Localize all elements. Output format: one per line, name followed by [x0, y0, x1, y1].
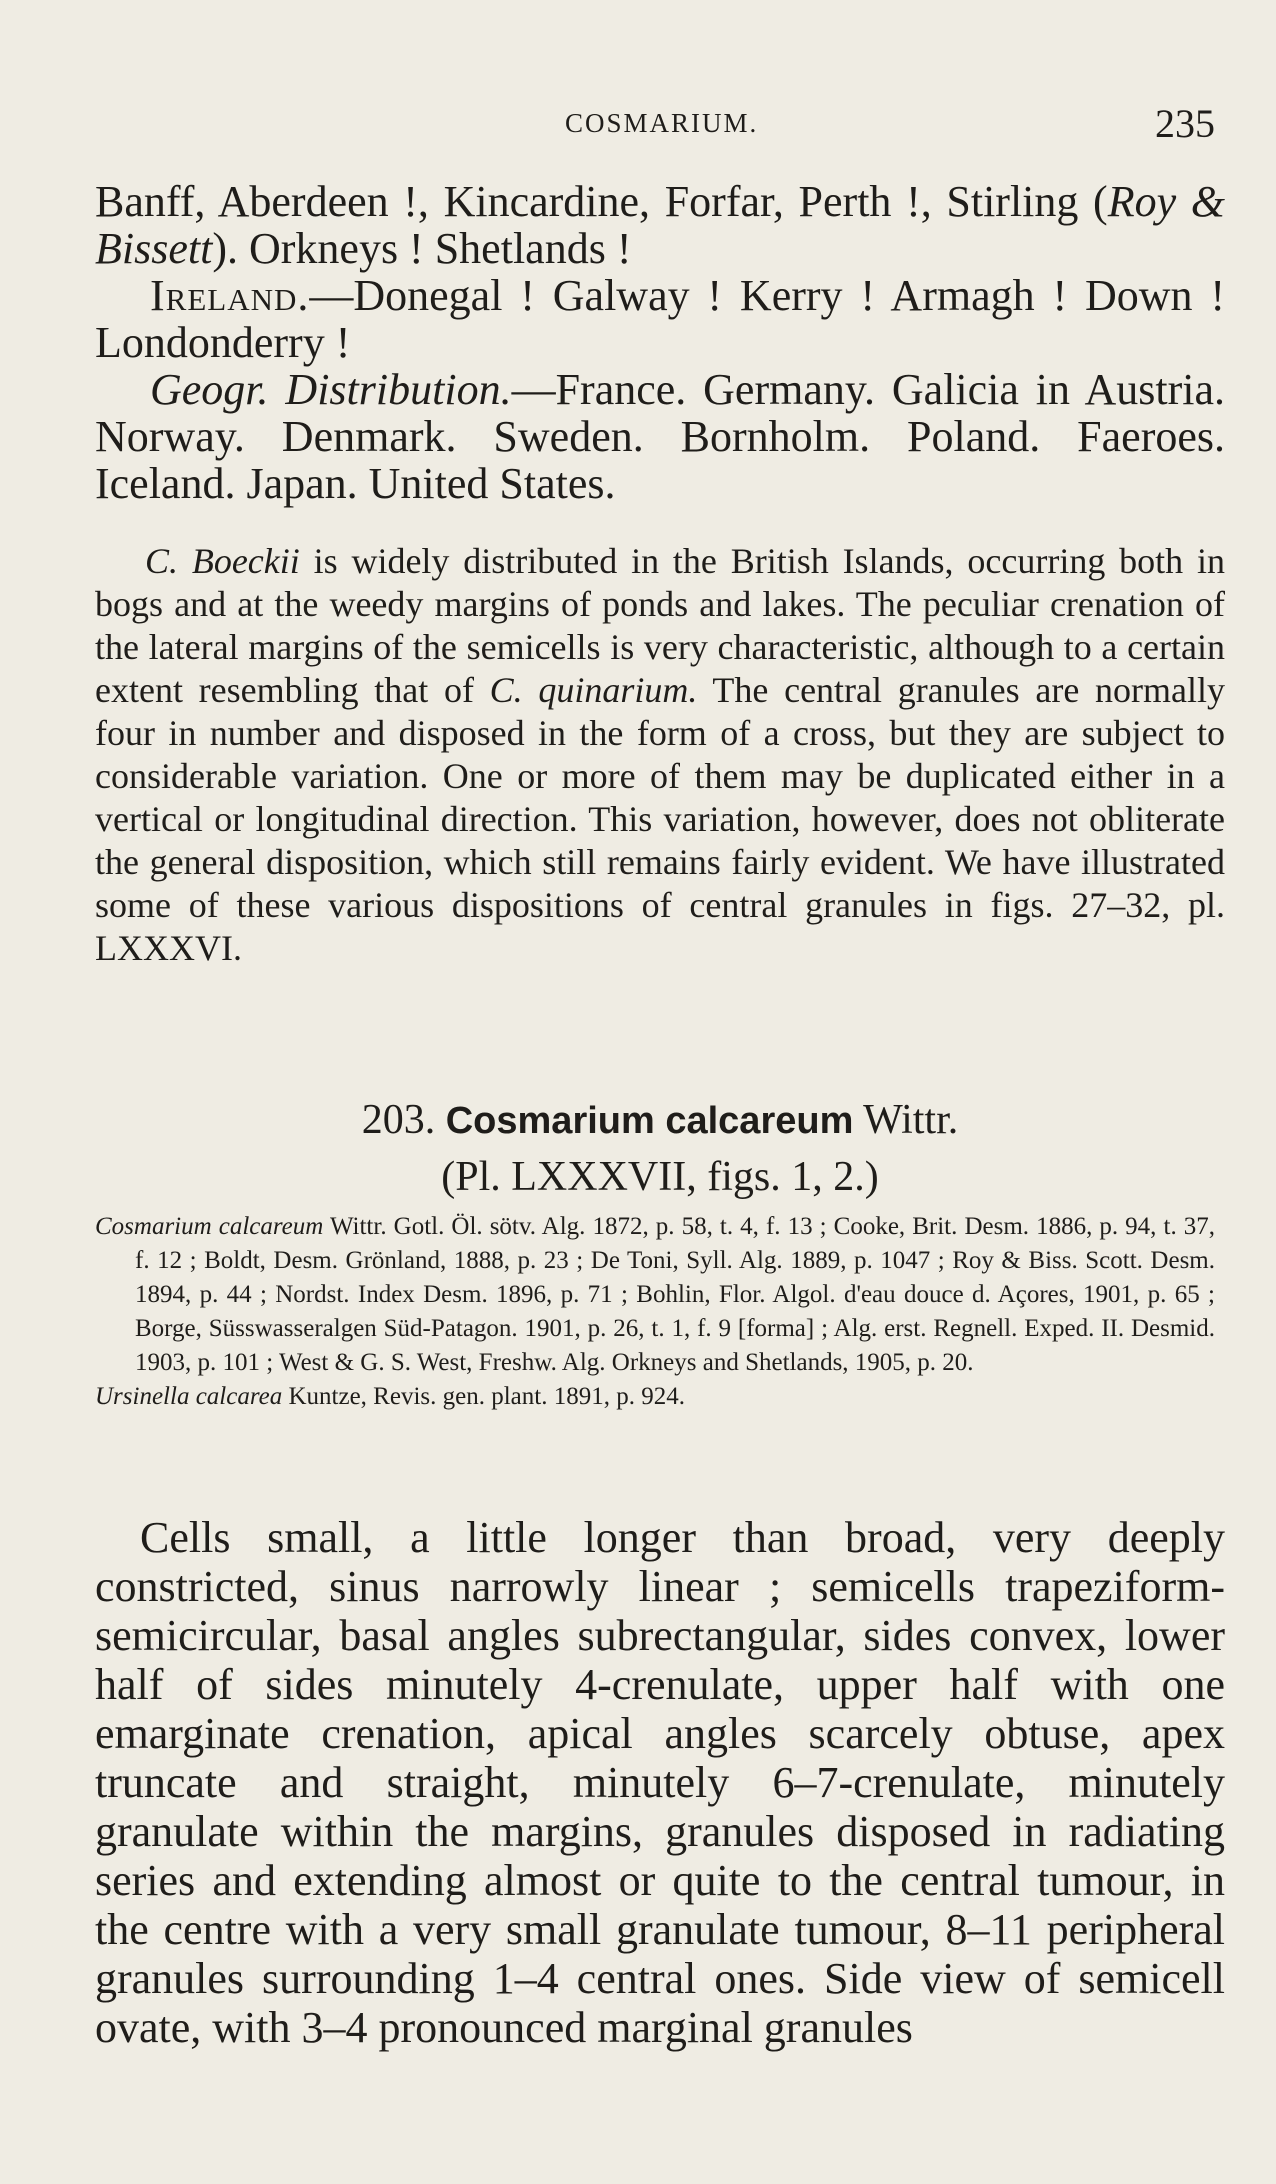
note-species: C. Boeckii [145, 541, 300, 581]
page-number: 235 [1155, 101, 1215, 146]
distribution-section [95, 178, 1225, 507]
ireland-label: Ireland. [150, 271, 310, 320]
synonymy [95, 1210, 1215, 1414]
species-note [95, 540, 1225, 970]
page-header [0, 100, 1276, 160]
authors: Roy & Bissett [95, 177, 1225, 273]
synonym-citations: Kuntze, Revis. gen. plant. 1891, p. 924. [282, 1383, 685, 1410]
species-description [95, 1513, 1225, 2052]
note-paragraph [95, 540, 1225, 970]
geogr-label: Geogr. Distribution. [150, 365, 512, 414]
synonym-entry [95, 1380, 1215, 1414]
geographic-distribution [95, 366, 1225, 507]
note-text-1: is widely distributed in the British Islands, occurring both in bogs and at the weedy margins of ponds and lakes. The peculiar crenation of the lateral margins of the semicells is very characteristic, although to a certain extent resembling that of [95, 541, 1225, 710]
synonym-name: Cosmarium calcareum [95, 1213, 324, 1240]
note-species-2: C. quinarium. [489, 670, 698, 710]
species-title [95, 1092, 1225, 1149]
species-number: 203. [361, 1097, 436, 1143]
scotland-text-end: ). Orkneys ! Shetlands ! [212, 224, 632, 273]
ireland-distribution [95, 272, 1225, 366]
description-paragraph: Cells small, a little longer than broad, very deeply constricted, sinus narrowly linear ; semicells trapeziform-semicircular, basal angles subrectangular, sides convex, lower half of sides minutely 4-crenulate, upper half with one emarginate crenation, apical angles scarcely obtuse, apex truncate and straight, minutely 6–7-crenulate, minutely granulate within the margins, granules disposed in radiating series and extending almost or quite to the central tumour, in the centre with a very small granulate tumour, 8–11 peripheral granules surrounding 1–4 central ones. Side view of semicell ovate, with 3–4 pronounced marginal granules [95, 1513, 1225, 2052]
species-heading [95, 1092, 1225, 1205]
synonym-entry [95, 1210, 1215, 1380]
scotland-text: Banff, Aberdeen !, Kincardine, Forfar, Perth !, Stirling ( [95, 177, 1108, 226]
scotland-distribution [95, 178, 1225, 272]
note-text-2: The central granules are normally four in number and disposed in the form of a cross, but they are subject to considerable variation. One or more of them may be duplicated either in a vertical or longitudinal direction. This variation, however, does not obliterate the general disposition, which still remains fairly evident. We have illustrated some of these various dispositions of central granules in figs. 27–32, pl. LXXXVI. [95, 670, 1225, 968]
species-name: Cosmarium calcareum [445, 1100, 854, 1142]
running-title: COSMARIUM. [565, 108, 759, 138]
plate-reference: (Pl. LXXXVII, figs. 1, 2.) [441, 1154, 879, 1200]
species-author: Wittr. [863, 1097, 959, 1143]
ireland-text: —Donegal ! Galway ! Kerry ! Armagh ! Down ! Londonderry ! [95, 271, 1225, 367]
synonym-citations: Wittr. Gotl. Öl. sötv. Alg. 1872, p. 58, t. 4, f. 13 ; Cooke, Brit. Desm. 1886, p. 94, t. 37, f. 12 ; Boldt, Desm. Grönland, 1888, p. 23 ; De Toni, Syll. Alg. 1889, p. 1047 ; Roy & Biss. Scott. Desm. 1894, p. 44 ; Nordst. Index Desm. 1896, p. 71 ; Bohlin, Flor. Algol. d'eau douce d. Açores, 1901, p. 65 ; Borge, Süsswasseralgen Süd-Patagon. 1901, p. 26, t. 1, f. 9 [forma] ; Alg. erst. Regnell. Exped. II. Desmid. 1903, p. 101 ; West & G. S. West, Freshw. Alg. Orkneys and Shetlands, 1905, p. 20. [135, 1213, 1215, 1376]
synonym-name: Ursinella calcarea [95, 1383, 283, 1410]
geogr-text: —France. Germany. Galicia in Austria. Norway. Denmark. Sweden. Bornholm. Poland. Faeroes. Iceland. Japan. United States. [95, 365, 1225, 508]
